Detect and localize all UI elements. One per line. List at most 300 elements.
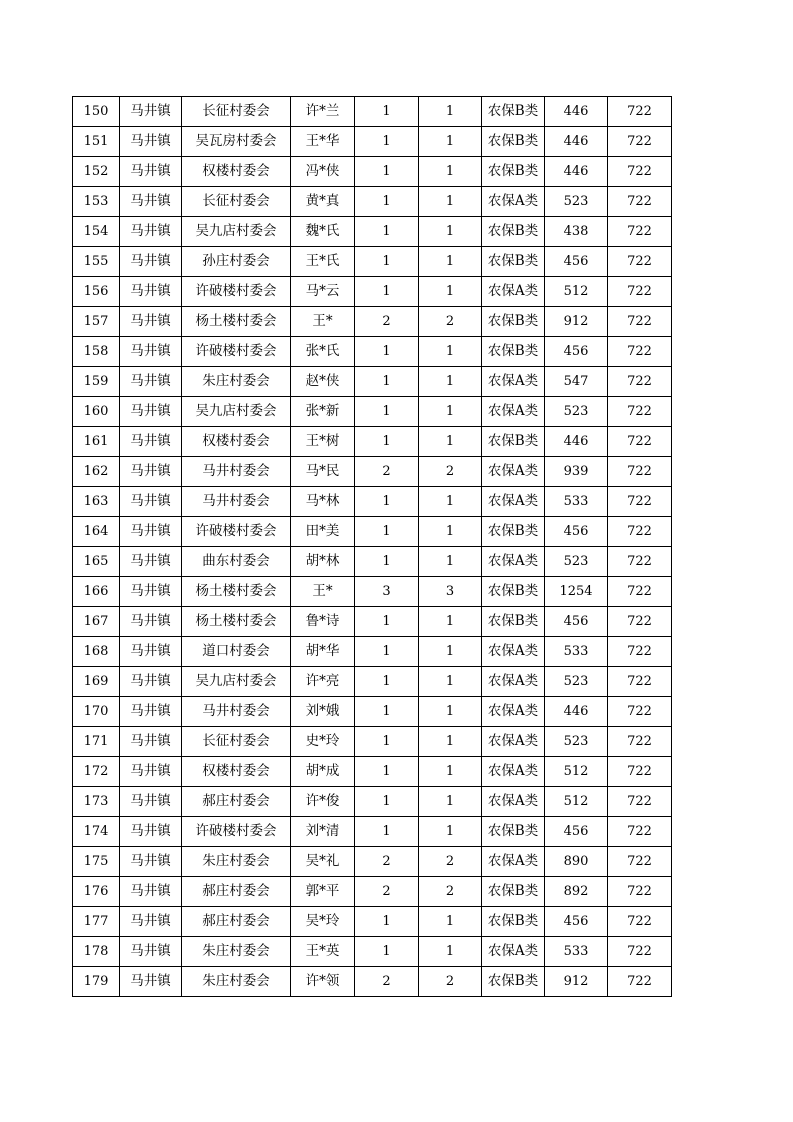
town-cell: 马井镇 <box>120 907 182 937</box>
amount-cell: 512 <box>545 277 608 307</box>
table-row <box>73 517 672 547</box>
standard-cell: 722 <box>608 517 672 547</box>
name-cell: 吴*玲 <box>291 907 355 937</box>
name-cell: 鲁*诗 <box>291 607 355 637</box>
row-number-cell: 171 <box>73 727 120 757</box>
table-row <box>73 187 672 217</box>
household-count-cell: 1 <box>355 787 419 817</box>
table-row <box>73 847 672 877</box>
amount-cell: 890 <box>545 847 608 877</box>
standard-cell: 722 <box>608 727 672 757</box>
row-number-cell: 162 <box>73 457 120 487</box>
town-cell: 马井镇 <box>120 697 182 727</box>
person-count-cell: 1 <box>419 157 482 187</box>
household-count-cell: 1 <box>355 367 419 397</box>
table-row <box>73 607 672 637</box>
category-cell: 农保B类 <box>482 247 545 277</box>
amount-cell: 512 <box>545 757 608 787</box>
name-cell: 王* <box>291 577 355 607</box>
person-count-cell: 2 <box>419 847 482 877</box>
category-cell: 农保B类 <box>482 967 545 997</box>
table-row <box>73 967 672 997</box>
household-count-cell: 1 <box>355 727 419 757</box>
household-count-cell: 1 <box>355 937 419 967</box>
amount-cell: 533 <box>545 937 608 967</box>
standard-cell: 722 <box>608 307 672 337</box>
name-cell: 胡*成 <box>291 757 355 787</box>
person-count-cell: 1 <box>419 607 482 637</box>
village-committee-cell: 许破楼村委会 <box>182 517 291 547</box>
category-cell: 农保B类 <box>482 127 545 157</box>
village-committee-cell: 吴瓦房村委会 <box>182 127 291 157</box>
name-cell: 许*俊 <box>291 787 355 817</box>
table-row <box>73 307 672 337</box>
table-row <box>73 667 672 697</box>
category-cell: 农保A类 <box>482 487 545 517</box>
row-number-cell: 179 <box>73 967 120 997</box>
amount-cell: 512 <box>545 787 608 817</box>
household-count-cell: 1 <box>355 607 419 637</box>
amount-cell: 523 <box>545 667 608 697</box>
table-row <box>73 277 672 307</box>
amount-cell: 456 <box>545 517 608 547</box>
household-count-cell: 2 <box>355 847 419 877</box>
town-cell: 马井镇 <box>120 247 182 277</box>
amount-cell: 939 <box>545 457 608 487</box>
town-cell: 马井镇 <box>120 937 182 967</box>
person-count-cell: 1 <box>419 637 482 667</box>
person-count-cell: 1 <box>419 217 482 247</box>
category-cell: 农保A类 <box>482 457 545 487</box>
household-count-cell: 1 <box>355 697 419 727</box>
town-cell: 马井镇 <box>120 487 182 517</box>
person-count-cell: 1 <box>419 397 482 427</box>
table-row <box>73 907 672 937</box>
person-count-cell: 1 <box>419 367 482 397</box>
standard-cell: 722 <box>608 697 672 727</box>
standard-cell: 722 <box>608 787 672 817</box>
town-cell: 马井镇 <box>120 397 182 427</box>
category-cell: 农保B类 <box>482 517 545 547</box>
village-committee-cell: 许破楼村委会 <box>182 337 291 367</box>
household-count-cell: 1 <box>355 667 419 697</box>
row-number-cell: 166 <box>73 577 120 607</box>
village-committee-cell: 吴九店村委会 <box>182 667 291 697</box>
standard-cell: 722 <box>608 577 672 607</box>
village-committee-cell: 马井村委会 <box>182 487 291 517</box>
household-count-cell: 1 <box>355 337 419 367</box>
row-number-cell: 172 <box>73 757 120 787</box>
name-cell: 刘*娥 <box>291 697 355 727</box>
category-cell: 农保A类 <box>482 757 545 787</box>
household-count-cell: 1 <box>355 187 419 217</box>
table-row <box>73 247 672 277</box>
category-cell: 农保A类 <box>482 847 545 877</box>
standard-cell: 722 <box>608 457 672 487</box>
category-cell: 农保B类 <box>482 877 545 907</box>
row-number-cell: 155 <box>73 247 120 277</box>
household-count-cell: 1 <box>355 397 419 427</box>
household-count-cell: 1 <box>355 637 419 667</box>
name-cell: 王*树 <box>291 427 355 457</box>
town-cell: 马井镇 <box>120 577 182 607</box>
row-number-cell: 153 <box>73 187 120 217</box>
amount-cell: 456 <box>545 817 608 847</box>
town-cell: 马井镇 <box>120 637 182 667</box>
standard-cell: 722 <box>608 157 672 187</box>
town-cell: 马井镇 <box>120 967 182 997</box>
village-committee-cell: 朱庄村委会 <box>182 367 291 397</box>
household-count-cell: 1 <box>355 277 419 307</box>
person-count-cell: 1 <box>419 937 482 967</box>
town-cell: 马井镇 <box>120 427 182 457</box>
category-cell: 农保A类 <box>482 187 545 217</box>
standard-cell: 722 <box>608 397 672 427</box>
table-row <box>73 367 672 397</box>
village-committee-cell: 长征村委会 <box>182 187 291 217</box>
category-cell: 农保B类 <box>482 907 545 937</box>
amount-cell: 533 <box>545 487 608 517</box>
name-cell: 胡*林 <box>291 547 355 577</box>
table-row <box>73 817 672 847</box>
row-number-cell: 174 <box>73 817 120 847</box>
name-cell: 王*氏 <box>291 247 355 277</box>
row-number-cell: 152 <box>73 157 120 187</box>
village-committee-cell: 长征村委会 <box>182 727 291 757</box>
village-committee-cell: 郝庄村委会 <box>182 907 291 937</box>
person-count-cell: 2 <box>419 457 482 487</box>
amount-cell: 912 <box>545 307 608 337</box>
town-cell: 马井镇 <box>120 817 182 847</box>
table-row <box>73 127 672 157</box>
table-row <box>73 787 672 817</box>
standard-cell: 722 <box>608 967 672 997</box>
household-count-cell: 1 <box>355 487 419 517</box>
name-cell: 赵*侠 <box>291 367 355 397</box>
data-table <box>72 96 672 997</box>
category-cell: 农保B类 <box>482 817 545 847</box>
village-committee-cell: 朱庄村委会 <box>182 937 291 967</box>
amount-cell: 456 <box>545 607 608 637</box>
standard-cell: 722 <box>608 127 672 157</box>
standard-cell: 722 <box>608 607 672 637</box>
table-row <box>73 157 672 187</box>
category-cell: 农保A类 <box>482 367 545 397</box>
person-count-cell: 2 <box>419 877 482 907</box>
name-cell: 马*云 <box>291 277 355 307</box>
standard-cell: 722 <box>608 847 672 877</box>
category-cell: 农保B类 <box>482 427 545 457</box>
person-count-cell: 1 <box>419 127 482 157</box>
amount-cell: 912 <box>545 967 608 997</box>
category-cell: 农保A类 <box>482 547 545 577</box>
row-number-cell: 170 <box>73 697 120 727</box>
row-number-cell: 158 <box>73 337 120 367</box>
village-committee-cell: 杨土楼村委会 <box>182 607 291 637</box>
name-cell: 魏*氏 <box>291 217 355 247</box>
row-number-cell: 178 <box>73 937 120 967</box>
name-cell: 刘*清 <box>291 817 355 847</box>
amount-cell: 456 <box>545 907 608 937</box>
village-committee-cell: 权楼村委会 <box>182 757 291 787</box>
person-count-cell: 1 <box>419 427 482 457</box>
household-count-cell: 1 <box>355 757 419 787</box>
town-cell: 马井镇 <box>120 547 182 577</box>
category-cell: 农保B类 <box>482 337 545 367</box>
standard-cell: 722 <box>608 877 672 907</box>
category-cell: 农保A类 <box>482 727 545 757</box>
household-count-cell: 1 <box>355 247 419 277</box>
town-cell: 马井镇 <box>120 187 182 217</box>
town-cell: 马井镇 <box>120 127 182 157</box>
household-count-cell: 1 <box>355 427 419 457</box>
name-cell: 胡*华 <box>291 637 355 667</box>
town-cell: 马井镇 <box>120 457 182 487</box>
standard-cell: 722 <box>608 187 672 217</box>
person-count-cell: 1 <box>419 277 482 307</box>
amount-cell: 547 <box>545 367 608 397</box>
name-cell: 王*英 <box>291 937 355 967</box>
amount-cell: 523 <box>545 547 608 577</box>
town-cell: 马井镇 <box>120 877 182 907</box>
amount-cell: 438 <box>545 217 608 247</box>
amount-cell: 446 <box>545 697 608 727</box>
row-number-cell: 176 <box>73 877 120 907</box>
table-row <box>73 727 672 757</box>
person-count-cell: 1 <box>419 697 482 727</box>
amount-cell: 446 <box>545 157 608 187</box>
table-row <box>73 457 672 487</box>
category-cell: 农保A类 <box>482 937 545 967</box>
person-count-cell: 1 <box>419 487 482 517</box>
household-count-cell: 1 <box>355 217 419 247</box>
name-cell: 王*华 <box>291 127 355 157</box>
category-cell: 农保A类 <box>482 637 545 667</box>
town-cell: 马井镇 <box>120 367 182 397</box>
village-committee-cell: 朱庄村委会 <box>182 847 291 877</box>
person-count-cell: 1 <box>419 787 482 817</box>
category-cell: 农保A类 <box>482 697 545 727</box>
village-committee-cell: 马井村委会 <box>182 457 291 487</box>
name-cell: 许*兰 <box>291 97 355 127</box>
standard-cell: 722 <box>608 487 672 517</box>
category-cell: 农保B类 <box>482 607 545 637</box>
table-row <box>73 487 672 517</box>
name-cell: 吴*礼 <box>291 847 355 877</box>
person-count-cell: 2 <box>419 967 482 997</box>
town-cell: 马井镇 <box>120 277 182 307</box>
name-cell: 郭*平 <box>291 877 355 907</box>
household-count-cell: 1 <box>355 547 419 577</box>
household-count-cell: 1 <box>355 97 419 127</box>
town-cell: 马井镇 <box>120 667 182 697</box>
household-count-cell: 1 <box>355 517 419 547</box>
row-number-cell: 160 <box>73 397 120 427</box>
village-committee-cell: 郝庄村委会 <box>182 787 291 817</box>
amount-cell: 1254 <box>545 577 608 607</box>
row-number-cell: 167 <box>73 607 120 637</box>
table-row <box>73 697 672 727</box>
household-count-cell: 2 <box>355 307 419 337</box>
standard-cell: 722 <box>608 277 672 307</box>
standard-cell: 722 <box>608 637 672 667</box>
town-cell: 马井镇 <box>120 607 182 637</box>
standard-cell: 722 <box>608 937 672 967</box>
village-committee-cell: 朱庄村委会 <box>182 967 291 997</box>
village-committee-cell: 道口村委会 <box>182 637 291 667</box>
row-number-cell: 164 <box>73 517 120 547</box>
household-count-cell: 1 <box>355 127 419 157</box>
standard-cell: 722 <box>608 667 672 697</box>
village-committee-cell: 马井村委会 <box>182 697 291 727</box>
amount-cell: 523 <box>545 187 608 217</box>
person-count-cell: 1 <box>419 667 482 697</box>
name-cell: 许*亮 <box>291 667 355 697</box>
table-row <box>73 547 672 577</box>
person-count-cell: 2 <box>419 307 482 337</box>
standard-cell: 722 <box>608 217 672 247</box>
row-number-cell: 163 <box>73 487 120 517</box>
row-number-cell: 150 <box>73 97 120 127</box>
person-count-cell: 1 <box>419 187 482 217</box>
village-committee-cell: 权楼村委会 <box>182 157 291 187</box>
standard-cell: 722 <box>608 337 672 367</box>
name-cell: 史*玲 <box>291 727 355 757</box>
category-cell: 农保A类 <box>482 397 545 427</box>
village-committee-cell: 曲东村委会 <box>182 547 291 577</box>
name-cell: 田*美 <box>291 517 355 547</box>
person-count-cell: 1 <box>419 517 482 547</box>
town-cell: 马井镇 <box>120 307 182 337</box>
row-number-cell: 159 <box>73 367 120 397</box>
household-count-cell: 2 <box>355 457 419 487</box>
amount-cell: 446 <box>545 427 608 457</box>
person-count-cell: 1 <box>419 907 482 937</box>
amount-cell: 456 <box>545 247 608 277</box>
village-committee-cell: 孙庄村委会 <box>182 247 291 277</box>
category-cell: 农保B类 <box>482 577 545 607</box>
row-number-cell: 175 <box>73 847 120 877</box>
table-row <box>73 217 672 247</box>
town-cell: 马井镇 <box>120 787 182 817</box>
town-cell: 马井镇 <box>120 157 182 187</box>
standard-cell: 722 <box>608 247 672 277</box>
name-cell: 许*领 <box>291 967 355 997</box>
name-cell: 马*林 <box>291 487 355 517</box>
row-number-cell: 154 <box>73 217 120 247</box>
person-count-cell: 1 <box>419 97 482 127</box>
amount-cell: 456 <box>545 337 608 367</box>
row-number-cell: 165 <box>73 547 120 577</box>
category-cell: 农保B类 <box>482 307 545 337</box>
village-committee-cell: 吴九店村委会 <box>182 397 291 427</box>
row-number-cell: 168 <box>73 637 120 667</box>
household-count-cell: 1 <box>355 907 419 937</box>
row-number-cell: 157 <box>73 307 120 337</box>
standard-cell: 722 <box>608 427 672 457</box>
person-count-cell: 1 <box>419 247 482 277</box>
town-cell: 马井镇 <box>120 847 182 877</box>
town-cell: 马井镇 <box>120 517 182 547</box>
person-count-cell: 1 <box>419 547 482 577</box>
table-row <box>73 397 672 427</box>
category-cell: 农保B类 <box>482 157 545 187</box>
table-row <box>73 337 672 367</box>
name-cell: 王* <box>291 307 355 337</box>
person-count-cell: 1 <box>419 817 482 847</box>
village-committee-cell: 郝庄村委会 <box>182 877 291 907</box>
person-count-cell: 3 <box>419 577 482 607</box>
name-cell: 张*新 <box>291 397 355 427</box>
household-count-cell: 2 <box>355 877 419 907</box>
table-body <box>73 97 672 997</box>
standard-cell: 722 <box>608 907 672 937</box>
name-cell: 马*民 <box>291 457 355 487</box>
row-number-cell: 177 <box>73 907 120 937</box>
amount-cell: 523 <box>545 727 608 757</box>
household-count-cell: 3 <box>355 577 419 607</box>
table-row <box>73 427 672 457</box>
row-number-cell: 161 <box>73 427 120 457</box>
village-committee-cell: 吴九店村委会 <box>182 217 291 247</box>
category-cell: 农保B类 <box>482 217 545 247</box>
amount-cell: 523 <box>545 397 608 427</box>
row-number-cell: 156 <box>73 277 120 307</box>
table-row <box>73 97 672 127</box>
village-committee-cell: 杨土楼村委会 <box>182 307 291 337</box>
person-count-cell: 1 <box>419 337 482 367</box>
household-count-cell: 2 <box>355 967 419 997</box>
household-count-cell: 1 <box>355 817 419 847</box>
amount-cell: 892 <box>545 877 608 907</box>
standard-cell: 722 <box>608 367 672 397</box>
village-committee-cell: 权楼村委会 <box>182 427 291 457</box>
person-count-cell: 1 <box>419 757 482 787</box>
table-row <box>73 937 672 967</box>
category-cell: 农保A类 <box>482 277 545 307</box>
standard-cell: 722 <box>608 97 672 127</box>
standard-cell: 722 <box>608 547 672 577</box>
town-cell: 马井镇 <box>120 727 182 757</box>
category-cell: 农保A类 <box>482 667 545 697</box>
category-cell: 农保B类 <box>482 97 545 127</box>
amount-cell: 446 <box>545 97 608 127</box>
amount-cell: 446 <box>545 127 608 157</box>
town-cell: 马井镇 <box>120 757 182 787</box>
table-row <box>73 877 672 907</box>
amount-cell: 533 <box>545 637 608 667</box>
row-number-cell: 169 <box>73 667 120 697</box>
village-committee-cell: 许破楼村委会 <box>182 817 291 847</box>
village-committee-cell: 许破楼村委会 <box>182 277 291 307</box>
person-count-cell: 1 <box>419 727 482 757</box>
name-cell: 冯*侠 <box>291 157 355 187</box>
row-number-cell: 173 <box>73 787 120 817</box>
category-cell: 农保A类 <box>482 787 545 817</box>
name-cell: 黄*真 <box>291 187 355 217</box>
town-cell: 马井镇 <box>120 217 182 247</box>
standard-cell: 722 <box>608 757 672 787</box>
table-row <box>73 577 672 607</box>
standard-cell: 722 <box>608 817 672 847</box>
village-committee-cell: 杨土楼村委会 <box>182 577 291 607</box>
table-row <box>73 757 672 787</box>
town-cell: 马井镇 <box>120 337 182 367</box>
name-cell: 张*氏 <box>291 337 355 367</box>
town-cell: 马井镇 <box>120 97 182 127</box>
row-number-cell: 151 <box>73 127 120 157</box>
household-count-cell: 1 <box>355 157 419 187</box>
